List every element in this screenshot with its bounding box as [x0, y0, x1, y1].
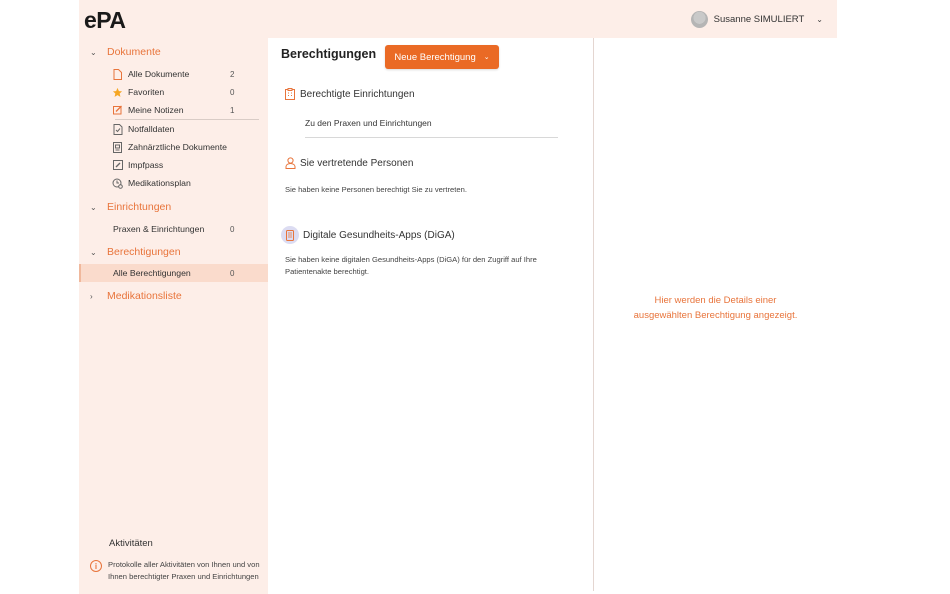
sidebar-item-label: Alle Berechtigungen — [113, 268, 191, 278]
phone-app-icon — [281, 226, 299, 244]
sidebar-item-label: Favoriten — [128, 87, 165, 97]
app-window — [79, 0, 837, 594]
section-title: Berechtigte Einrichtungen — [300, 88, 415, 100]
no-representatives-text: Sie haben keine Personen berechtigt Sie zu vertreten. — [285, 185, 467, 194]
chevron-right-icon: › — [90, 291, 93, 301]
sidebar-item-alle-berechtigungen[interactable] — [79, 264, 268, 282]
person-icon — [284, 157, 296, 169]
item-count: 2 — [230, 69, 235, 79]
sidebar-item-label: Medikationsplan — [128, 178, 191, 188]
sidebar-item-label: Praxen & Einrichtungen — [113, 224, 205, 234]
vaccination-pass-icon — [112, 160, 123, 171]
document-icon — [112, 69, 123, 80]
sidebar — [79, 38, 268, 594]
note-edit-icon — [112, 105, 123, 116]
chevron-down-icon: ⌄ — [90, 202, 97, 212]
permission-detail-panel — [594, 38, 837, 594]
item-count: 0 — [230, 268, 235, 278]
new-permission-button[interactable] — [385, 45, 499, 69]
placeholder-line: ausgewählten Berechtigung angezeigt. — [633, 309, 798, 321]
sidebar-item-praxen-einrichtungen[interactable] — [79, 220, 268, 238]
page-title: Berechtigungen — [281, 47, 377, 61]
placeholder-line: Hier werden die Details einer — [654, 295, 777, 306]
activities-description: Protokolle aller Aktivitäten von Ihnen und von Ihnen berechtigter Praxen und Einrichtungen — [108, 560, 260, 581]
sidebar-group-dokumente[interactable] — [79, 44, 268, 60]
sidebar-item-impfpass[interactable] — [79, 156, 268, 174]
sidebar-group-label: Medikationsliste — [107, 290, 182, 302]
sidebar-group-einrichtungen[interactable] — [79, 199, 268, 215]
sidebar-group-label: Einrichtungen — [107, 201, 172, 213]
medication-plan-icon — [112, 178, 123, 189]
section-vertretende-personen — [284, 157, 413, 169]
no-diga-text: Sie haben keine digitalen Gesundheits-Apps (DiGA) für den Zugriff auf Ihre Patientenakte berechtigt. — [285, 255, 537, 276]
sidebar-item-notfalldaten[interactable] — [79, 120, 268, 138]
user-name: Susanne SIMULIERT — [713, 14, 805, 25]
sidebar-item-favoriten[interactable] — [79, 83, 268, 101]
sidebar-item-label: Meine Notizen — [128, 105, 184, 115]
sidebar-item-label: Zahnärztliche Dokumente — [128, 142, 227, 152]
praxen-einrichtungen-link[interactable]: Zu den Praxen und Einrichtungen — [305, 116, 558, 138]
sidebar-item-zahnaerztliche-dokumente[interactable] — [79, 138, 268, 156]
top-header — [79, 0, 837, 38]
sidebar-item-alle-dokumente[interactable] — [79, 65, 268, 83]
sidebar-group-medikationsliste[interactable] — [79, 288, 268, 304]
user-menu[interactable] — [691, 11, 823, 28]
emergency-document-icon — [112, 124, 123, 135]
sidebar-item-label: Alle Dokumente — [128, 69, 190, 79]
sidebar-item-meine-notizen[interactable] — [79, 101, 268, 119]
building-icon — [284, 88, 296, 100]
sidebar-item-label: Impfpass — [128, 160, 164, 170]
item-count: 1 — [230, 105, 235, 115]
sidebar-group-berechtigungen[interactable] — [79, 244, 268, 260]
section-berechtigte-einrichtungen — [284, 88, 415, 100]
sidebar-item-label: Notfalldaten — [128, 124, 175, 134]
avatar — [691, 11, 708, 28]
sidebar-group-label: Dokumente — [107, 46, 161, 58]
chevron-down-icon: ⌄ — [90, 247, 97, 257]
chevron-down-icon: ⌄ — [483, 54, 490, 61]
new-permission-label: Neue Berechtigung — [394, 51, 476, 63]
section-diga — [284, 226, 455, 244]
section-title: Sie vertretende Personen — [300, 157, 414, 169]
permissions-list-panel — [268, 38, 593, 594]
star-icon — [112, 87, 123, 98]
info-icon: i — [90, 560, 102, 572]
chevron-down-icon: ⌄ — [90, 47, 97, 57]
section-title: Digitale Gesundheits-Apps (DiGA) — [303, 229, 455, 241]
chevron-down-icon: ⌄ — [816, 15, 823, 24]
item-count: 0 — [230, 87, 235, 97]
sidebar-group-label: Berechtigungen — [107, 246, 181, 258]
item-count: 0 — [230, 224, 235, 234]
detail-placeholder — [594, 294, 837, 323]
dental-document-icon — [112, 142, 123, 153]
activities-title[interactable]: Aktivitäten — [109, 538, 153, 549]
sidebar-item-medikationsplan[interactable] — [79, 174, 268, 192]
app-logo: ePA — [84, 7, 126, 33]
